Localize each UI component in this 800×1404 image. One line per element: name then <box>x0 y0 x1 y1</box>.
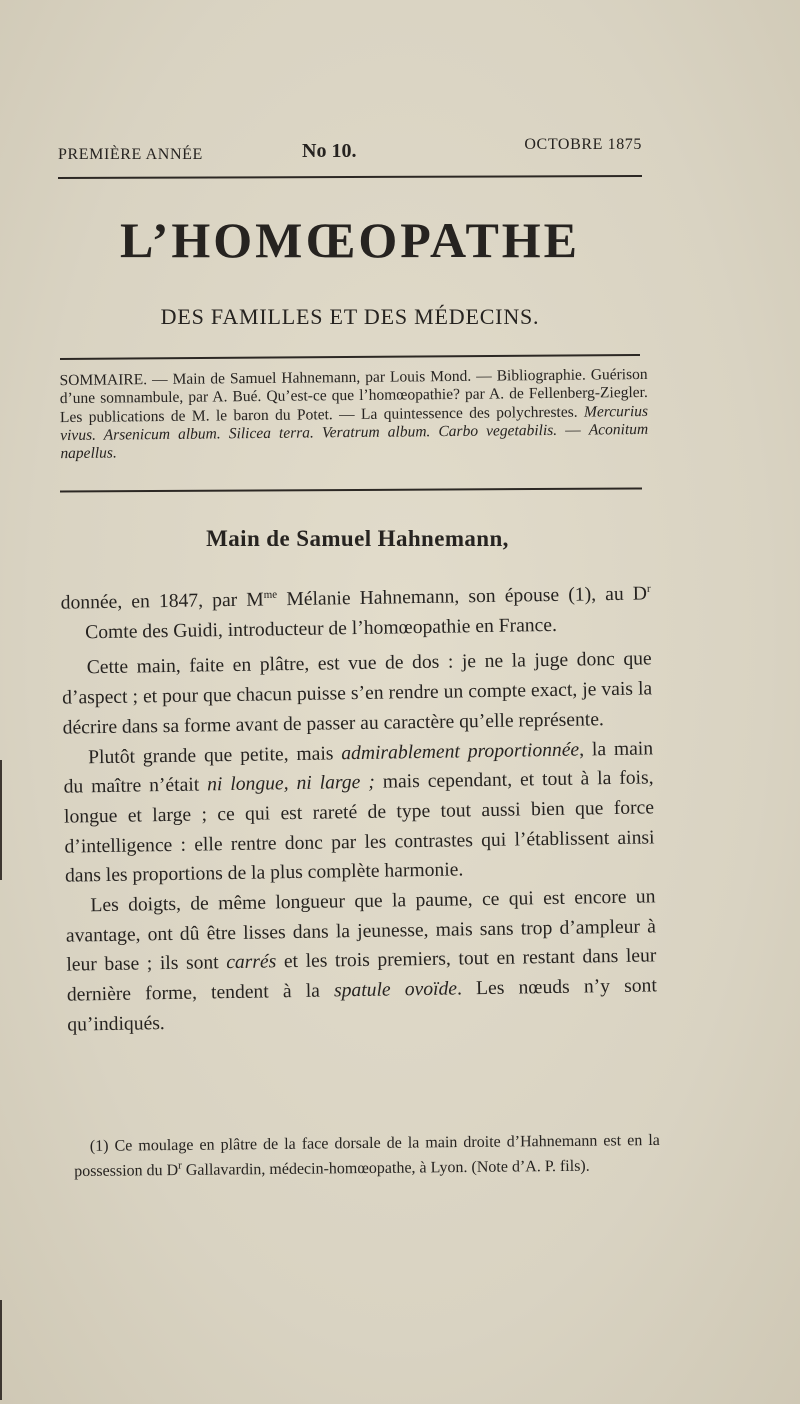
paragraph-3 <box>65 882 657 1040</box>
sommaire-bottom-rule <box>60 487 642 492</box>
header-year: PREMIÈRE ANNÉE <box>58 146 203 163</box>
sommaire-italic-text: Mercurius vivus. Arsenicum album. Silicea terra. Veratrum album. Carbo vegetabilis. <box>60 402 649 444</box>
sommaire-block <box>60 366 649 464</box>
paragraph-text: et les trois premiers, tout en restant dans leur dernière forme, tendent à la <box>66 945 657 1006</box>
paragraph-text: mais cependant, et tout à la fois, longue et large ; ce qui est rareté de type tout aussi bien que force d’intelligence : elle rentre donc par les contrastes qui l’établissent ainsi dans les proportions de la plus complète harmonie. <box>63 767 655 887</box>
running-header <box>58 134 642 166</box>
sommaire-italic-text-2: Aconitum napellus. <box>60 420 649 463</box>
paragraph-text: , la main du maître n’était <box>63 737 654 798</box>
header-rule <box>58 175 642 179</box>
margin-binding-mark <box>0 760 2 880</box>
margin-binding-mark <box>0 1300 2 1400</box>
article-dedication <box>60 579 651 648</box>
sommaire-label: SOMMAIRE. <box>59 371 148 390</box>
dedication-text: Mélanie Hahnemann, son épouse (1), <box>277 584 597 611</box>
header-date: OCTOBRE 1875 <box>524 136 642 153</box>
footnote-part: (1) Ce moulage en plâtre de la face dorsale de la main droite d’Hahnemann est en la possession du D <box>74 1131 660 1181</box>
article-title: Main de Samuel Hahnemann, <box>206 526 509 551</box>
sommaire-text: — Main de Samuel Hahnemann, par Louis Mond. — Bibliographie. Guérison d’une somnambule, par A. Bué. Qu’est-ce que l’homœopathie? par A. de Fellenberg-Ziegler. Les publications de M. le baron du Potet. — La quintessence des polychrestes. <box>59 365 648 426</box>
journal-title: L’HOMŒOPATHE <box>119 212 581 268</box>
footnote-superscript: r <box>178 1159 182 1172</box>
sommaire-dash: — <box>557 421 589 439</box>
paragraph-italic: admirablement proportionnée <box>341 739 580 764</box>
footnote-part: Gallavardin, médecin-homœopathe, à Lyon. (Note d’A. P. fils). <box>181 1157 590 1179</box>
dedication-text: au D <box>605 583 648 606</box>
dedication-text: Comte des Guidi, introducteur de l’homœopathie en France. <box>85 614 558 643</box>
paragraph-italic: spatule ovoïde <box>333 978 458 1002</box>
journal-subtitle: DES FAMILLES ET DES MÉDECINS. <box>160 304 540 329</box>
footnote-text <box>74 1128 660 1184</box>
article-body <box>60 579 657 1040</box>
paragraph-italic: ni longue, ni large ; <box>206 771 375 796</box>
paragraph-text: . Les nœuds n’y sont qu’indiqués. <box>67 975 657 1036</box>
dedication-text: donnée, en 1847, par M <box>60 589 264 614</box>
footnote <box>74 1128 660 1184</box>
dedication-superscript: r <box>646 582 651 595</box>
paragraph-1: Cette main, faite en plâtre, est vue de dos : je ne la juge donc que d’aspect ; et pour que chacun puisse s’en rendre un compte exact, je vais la décrire dans sa forme avant de passer au caractère qu’elle représente. <box>62 648 653 739</box>
dedication-superscript: me <box>263 588 278 601</box>
paragraph-italic: carrés <box>226 951 277 974</box>
paragraph-2 <box>63 734 655 892</box>
paragraph-text: Les doigts, de même longueur que la paume, ce qui est encore un avantage, ont dû être lisses dans la jeunesse, mais sans trop d’ampleur à leur base ; ils sont <box>65 886 657 977</box>
sommaire-top-rule <box>60 354 640 360</box>
header-issue-number: No 10. <box>302 140 357 162</box>
paragraph-text: Plutôt grande que petite, mais <box>87 742 342 768</box>
